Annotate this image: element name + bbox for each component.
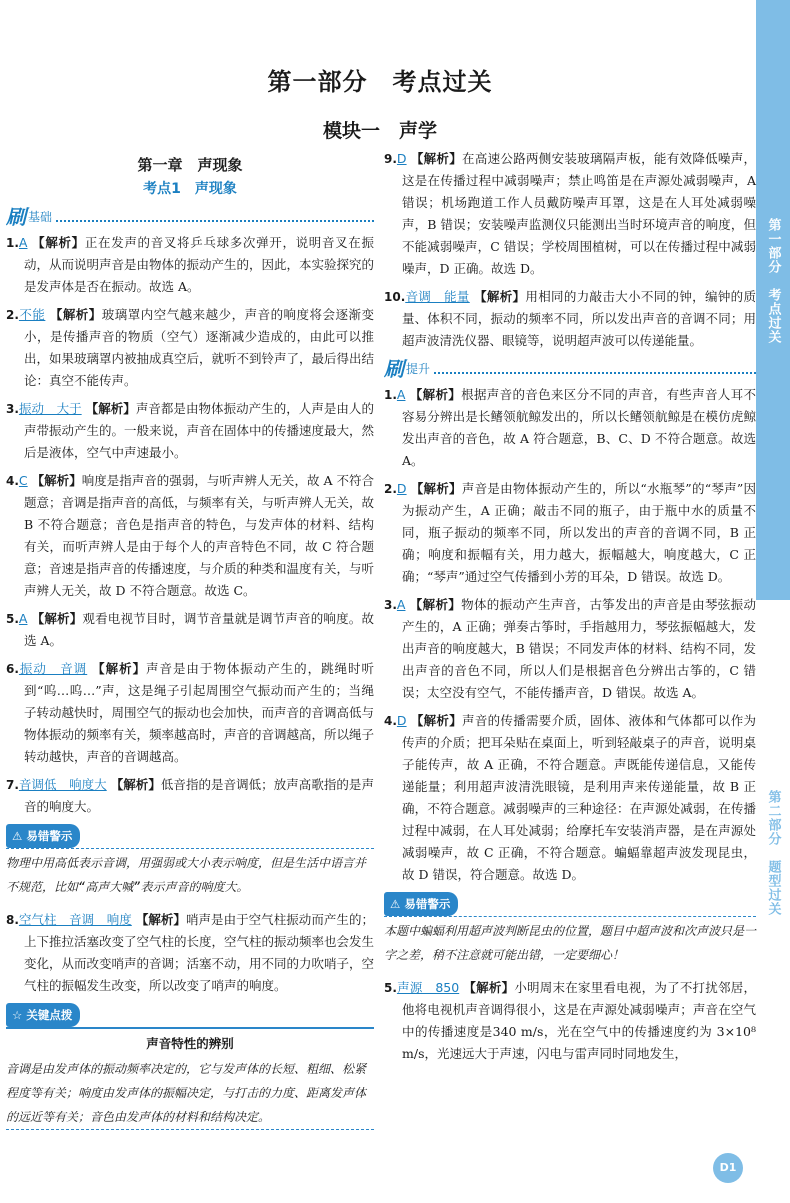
item-text: 根据声音的音色来区分不同的声音，有些声音人耳不容易分辨出是长鳍领航鲸发出的，所以长鳍领航鲸是在模仿虎鲸发出声音的音色，故 A 符合题意，B、C、D 不符合题意。故选 A。 — [402, 387, 756, 468]
item-answer: D — [396, 151, 407, 166]
item-answer: 音调低 响度大 — [18, 777, 107, 792]
item-text: 声音的传播需要介质，固体、液体和气体都可以作为传声的介质；把耳朵贴在桌面上，听到轻敲桌子的声音，说明桌子能传声，故 A 正确，不符合题意。声既能传递信息，又能传递能量；利用超声波清洗眼镜，是利用声来传递能量，故 B 正确，不符合题意。减弱噪声的三种途径：在声源处减弱，在传播过程中减弱，在人耳处减弱；给摩托车安装消声器，是在声源处减弱噪声，故 C 正确，不符合题意。蝙蝠靠超声波发现昆虫，故 D 错误，符合题意。故选 D。 — [402, 713, 756, 882]
module-title: 模块一 声学 — [322, 120, 437, 142]
item-text: 玻璃罩内空气越来越少，声音的响度将会逐渐变小，是传播声音的物质（空气）逐渐减少造成的，由此可以推出，如果玻璃罩内被抽成真空后，就听不到铃声了，最后得出结论：真空不能传声。 — [24, 307, 375, 388]
side-tab-part1 — [756, 0, 790, 600]
analysis-tag: 【解析】 — [135, 912, 186, 927]
answer-item — [384, 478, 756, 588]
analysis-tag: 【解析】 — [85, 401, 136, 416]
answer-item — [6, 304, 374, 392]
item-number: 10. — [384, 290, 406, 304]
page-title: 第一部分 考点过关 — [267, 68, 493, 96]
analysis-tag: 【解析】 — [409, 387, 462, 402]
item-number: 1. — [384, 388, 397, 402]
item-text: 哨声是由于空气柱振动而产生的；上下推拉活塞改变了空气柱的长度，空气柱的振动频率也会发生变化，从而改变哨声的音调；活塞不动，用不同的力吹哨子，空气柱的振幅发生改变，所以改变了哨声的响度。 — [24, 912, 375, 993]
section-badge: 刷 — [6, 205, 26, 229]
warning-text: 本题中蝙蝠利用超声波判断昆虫的位置，题目中超声波和次声波只是一字之差，稍不注意就可能出错，一定要细心！ — [384, 916, 756, 967]
warning-box — [384, 892, 756, 967]
key-point-label: ☆ 关键点拨 — [6, 1003, 80, 1027]
item-text: 声音是由物体振动产生的，所以“水瓶琴”的“琴声”因为振动产生，A 正确；敲击不同的瓶子，由于瓶中水的质量不同，瓶子振动的频率不同，所以发出的声音的音调不同，B 正确；响度和振幅有关，用力越大，振幅越大，响度越大，C 正确；“琴声”通过空气传播到小芳的耳朵，D 错误。故选 D。 — [402, 481, 756, 584]
key-point-text: 音调是由发声体的振动频率决定的，它与发声体的长短、粗细、松紧程度等有关；响度由发声体的振幅决定，与打击的力度、距离发声体的远近等有关；音色由发声体的材料和结构决定。 — [6, 1057, 374, 1130]
answer-item — [6, 658, 374, 768]
item-text: 用相同的力敲击大小不同的钟，编钟的质量、体积不同，振动的频率不同，所以发出声音的音调不同；用超声波清洗仪器、眼镜等，说明超声波可以传递能量。 — [402, 289, 756, 348]
answer-item — [6, 774, 374, 818]
item-answer: 音调 能量 — [405, 289, 470, 304]
item-answer: A — [18, 235, 28, 250]
answer-item — [6, 909, 374, 997]
key-point-label-text: 关键点拨 — [26, 1008, 73, 1022]
item-answer: 振动 音调 — [18, 661, 88, 676]
analysis-tag: 【解析】 — [410, 713, 463, 728]
right-column — [384, 148, 756, 1071]
analysis-tag: 【解析】 — [463, 980, 515, 995]
kaodian-title: 考点1 声现象 — [143, 181, 237, 197]
left-column — [6, 150, 374, 1136]
analysis-tag: 【解析】 — [409, 597, 462, 612]
analysis-tag: 【解析】 — [410, 151, 463, 166]
warning-text: 物理中用高低表示音调，用强弱或大小表示响度，但是生活中语言并不规范，比如“高声大喊”表示声音的响度大。 — [6, 848, 374, 899]
item-number: 7. — [6, 778, 19, 792]
item-number: 3. — [6, 402, 19, 416]
item-answer: 声源 850 — [396, 980, 460, 995]
item-answer: C — [18, 473, 28, 488]
answer-item — [384, 384, 756, 472]
item-text: 正在发声的音叉将乒乓球多次弹开，说明音叉在振动，从而说明声音是由物体的振动产生的，因此，本实验探究的是发声体是否在振动。故选 A。 — [24, 235, 375, 294]
warning-label: ⚠ 易错警示 — [6, 824, 80, 848]
key-point-subtitle: 声音特性的辨别 — [146, 1036, 234, 1051]
answer-item — [6, 470, 374, 602]
answer-item — [384, 594, 756, 704]
analysis-tag: 【解析】 — [110, 777, 161, 792]
analysis-tag: 【解析】 — [474, 289, 526, 304]
item-answer: D — [396, 481, 407, 496]
item-number: 9. — [384, 152, 397, 166]
item-text: 声音都是由物体振动产生的，人声是由人的声带振动产生的。一般来说，声音在固体中的传播速度最大，然后是液体，空气中声速最小。 — [24, 401, 375, 460]
analysis-tag: 【解析】 — [31, 611, 83, 626]
chapter-title: 第一章 声现象 — [137, 156, 243, 174]
answer-item — [6, 608, 374, 652]
item-text: 观看电视节目时，调节音量就是调节声音的响度。故选 A。 — [24, 611, 374, 648]
section-name: 提升 — [406, 362, 431, 376]
section-name: 基础 — [28, 210, 53, 224]
side-tab-part2 — [756, 790, 790, 920]
answer-item — [6, 232, 374, 298]
item-number: 4. — [6, 474, 19, 488]
key-point-header — [6, 1003, 374, 1029]
warning-box — [6, 824, 374, 899]
item-number: 4. — [384, 714, 397, 728]
page-number: D1 — [713, 1153, 743, 1183]
item-number: 2. — [384, 482, 397, 496]
item-number: 8. — [6, 913, 19, 927]
answer-item — [384, 710, 756, 886]
side-tab-part2-label: 第二部分 题型过关 — [765, 790, 781, 916]
item-text: 物体的振动产生声音，古筝发出的声音是由琴弦振动产生的，A 正确；弹奏古筝时，手指越用力，琴弦振幅越大，发出声音的响度越大，B 错误；不同发声体的材料、结构不同，发出声音的音色不同，所以人们是根据音色分辨出古筝的，C 错误；太空没有空气，不能传播声音，D 错误。故选 A。 — [402, 597, 756, 700]
section-divider — [56, 212, 374, 222]
analysis-tag: 【解析】 — [92, 661, 147, 676]
item-text: 声音是由于物体振动产生的，跳绳时听到“呜…呜…”声，这是绳子引起周围空气振动而产生的；当绳子转动越快时，周围空气的振动也会加快，而声音的音调高低与物体振动的频率有关，频率越高时，声音的音调越高，所以绳子转动越快，声音的音调越高。 — [24, 661, 375, 764]
section-divider — [434, 364, 756, 374]
item-answer: A — [18, 611, 28, 626]
warning-label-text: 易错警示 — [26, 829, 73, 843]
analysis-tag: 【解析】 — [31, 473, 82, 488]
item-text: 在高速公路两侧安装玻璃隔声板，能有效降低噪声，这是在传播过程中减弱噪声；禁止鸣笛是在声源处减弱噪声，A 错误；机场跑道工作人员戴防噪声耳罩，这是在人耳处减弱噪声，B 错误；安装噪声监测仪只能测出当时环境声音的响度，但不能减弱噪声，C 错误；学校周围植树，可以在传播过程中减弱噪声，D 正确。故选 D。 — [402, 151, 756, 276]
analysis-tag: 【解析】 — [49, 307, 102, 322]
warning-label: ⚠ 易错警示 — [384, 892, 458, 916]
item-answer: D — [396, 713, 407, 728]
item-answer: A — [396, 597, 406, 612]
item-number: 3. — [384, 598, 397, 612]
item-number: 5. — [6, 612, 19, 626]
item-answer: 空气柱 音调 响度 — [18, 912, 132, 927]
answer-item — [6, 398, 374, 464]
item-answer: A — [396, 387, 406, 402]
item-answer: 振动 大于 — [18, 401, 82, 416]
answer-item — [384, 286, 756, 352]
section-header-advanced — [384, 358, 756, 380]
item-text: 小明周末在家里看电视，为了不打扰邻居，他将电视机声音调得很小，这是在声源处减弱噪声；声音在空气中的传播速度是340 m/s，光在空气中的传播速度约为 3×10⁸ m/s，光速远大于声速，闪电与雷声同时同地发生， — [402, 980, 756, 1061]
item-number: 6. — [6, 662, 19, 676]
analysis-tag: 【解析】 — [32, 235, 85, 250]
item-answer: 不能 — [18, 307, 46, 322]
answer-item — [384, 148, 756, 280]
item-text: 响度是指声音的强弱，与听声辨人无关，故 A 不符合题意；音调是指声音的高低，与频率有关，与听声辨人无关，故 B 不符合题意；音色是指声音的特色，与发声体的材料、结构有关，而听声辨人是由于每个人的声音特色不同，故 C 符合题意；音速是指声音的传播速度，与介质的种类和温度有关，与听声辨人无关，故 D 不符合题意。故选 C。 — [24, 473, 375, 598]
item-number: 2. — [6, 308, 19, 322]
item-number: 1. — [6, 236, 19, 250]
analysis-tag: 【解析】 — [410, 481, 462, 496]
key-point-box — [6, 1003, 374, 1130]
side-tab-part1-label: 第一部分 考点过关 — [765, 218, 781, 344]
answer-item — [384, 977, 756, 1065]
item-text: 低音指的是音调低；放声高歌指的是声音的响度大。 — [24, 777, 374, 814]
section-header-basic — [6, 206, 374, 228]
section-badge: 刷 — [384, 357, 404, 381]
item-number: 5. — [384, 981, 397, 995]
warning-label-text: 易错警示 — [404, 897, 451, 911]
